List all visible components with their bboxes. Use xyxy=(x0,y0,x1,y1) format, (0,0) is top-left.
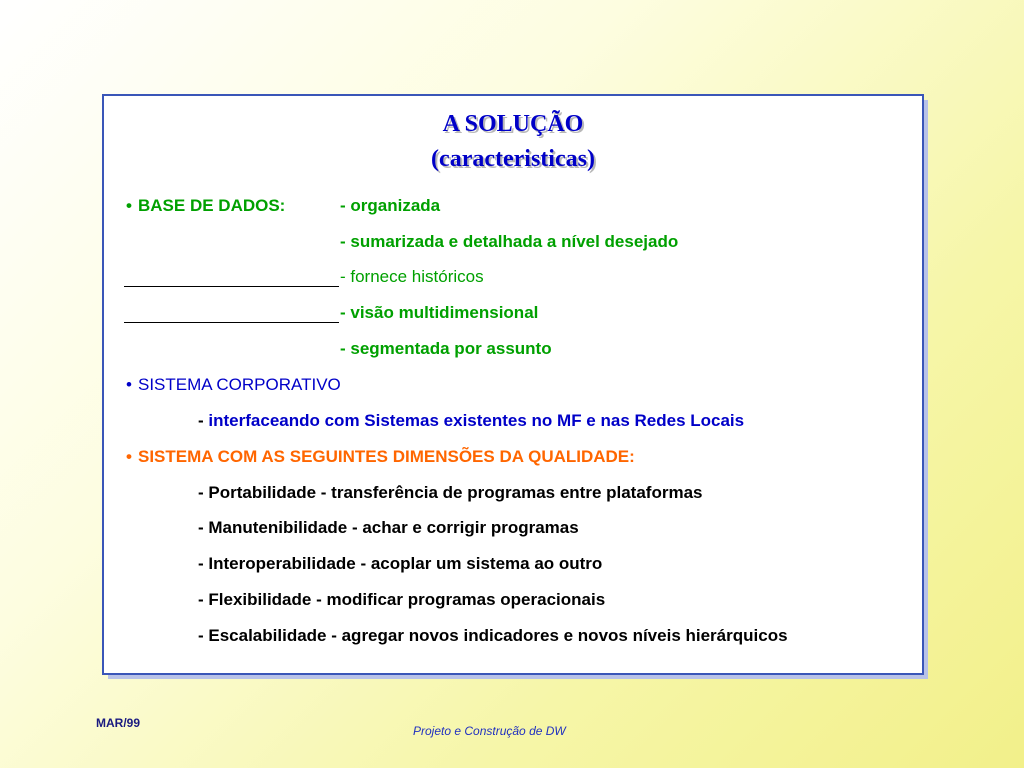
dimensoes-label: SISTEMA COM AS SEGUINTES DIMENSÕES DA QUALIDADE: xyxy=(138,447,635,466)
row-value: - visão multidimensional xyxy=(340,303,539,322)
row-value: - segmentada por assunto xyxy=(340,339,552,358)
blank-rule xyxy=(124,286,339,287)
slide-subtitle: (caracteristicas) xyxy=(431,146,595,172)
bullet: • xyxy=(126,447,132,466)
base-de-dados-label: BASE DE DADOS: xyxy=(138,196,286,215)
blank-rule xyxy=(124,322,339,323)
footer-title: Projeto e Construção de DW xyxy=(413,724,566,738)
footer-date: MAR/99 xyxy=(96,716,141,730)
row-value: - sumarizada e detalhada a nível desejado xyxy=(340,232,679,251)
base-de-dados-value: - organizada xyxy=(340,196,441,215)
interfaceando-text: - interfaceando com Sistemas existentes no MF e nas Redes Locais xyxy=(198,411,745,430)
sistema-corporativo-label: SISTEMA CORPORATIVO xyxy=(138,375,341,394)
row-value: - fornece históricos xyxy=(340,267,484,286)
content-box: A SOLUÇÃO (caracteristicas) • BASE DE DADOS: - organizada - sumarizada e detalhada a nível desejado - fornece históricos - visão multidimensional - segmentada por assunto • SISTEMA CORPORATIVO - interfaceando com Sistemas existentes no MF e nas Redes Locais • SISTEMA COM AS SEGUINTES DIMENSÕES DA QUALIDADE: - Portabilidade - transferência de programas entre plataformas - Manutenibilidade - achar e corrigir programas - Interoperabilidade - acoplar um sistema ao outro - Flexibilidade - modificar programas operacionais - Escalabilidade - agregar novos indicadores e novos níveis hierárquicos xyxy=(102,94,924,675)
bullet: • xyxy=(126,375,132,394)
slide-title: A SOLUÇÃO xyxy=(442,111,584,137)
bullet: • xyxy=(126,196,132,215)
